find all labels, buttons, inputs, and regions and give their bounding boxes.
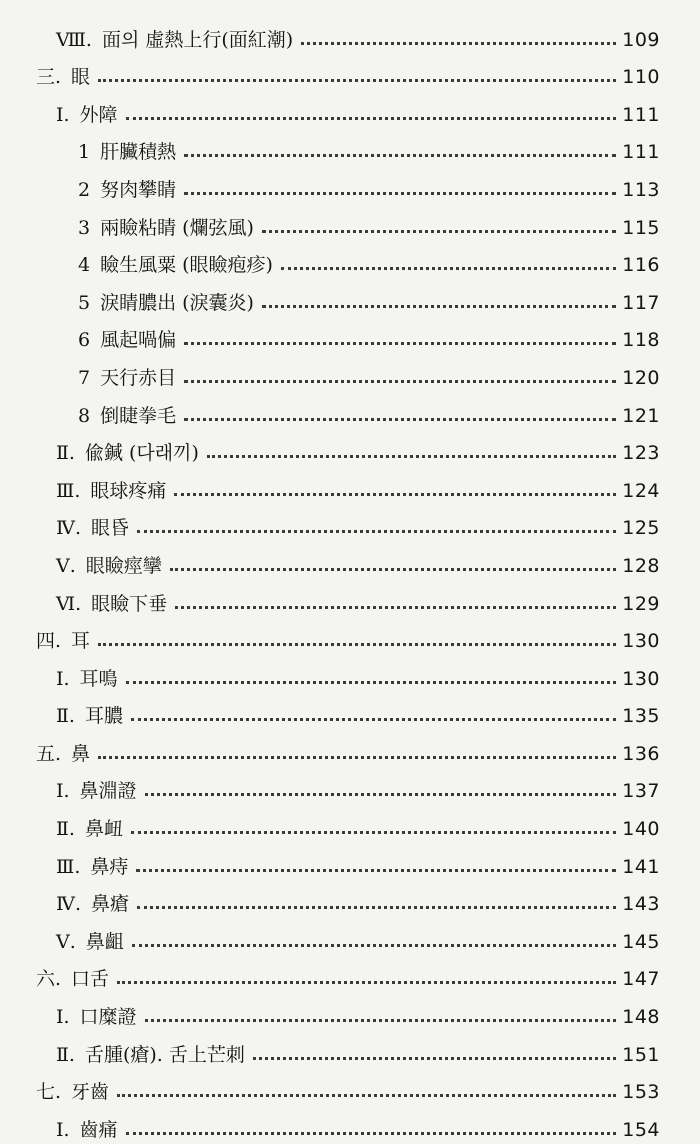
dot-leader [137,906,616,909]
toc-entry [0,87,660,125]
entry-number: Ⅴ. [56,930,76,953]
entry-title: 口糜證 [79,1006,137,1029]
dot-leader [184,154,616,157]
entry-title: 耳 [71,630,91,653]
entry-number: 4 [78,254,91,277]
dot-leader [262,230,616,233]
toc-entry [0,914,660,952]
entry-number: 1 [78,141,91,164]
dot-leader [253,1057,616,1060]
entry-title: 瞼生風粟 (眼瞼疱疹) [100,254,273,277]
entry-page: 154 [622,1118,660,1141]
entry-page: 125 [622,517,660,540]
entry-title: 風起喎偏 [100,329,177,352]
entry-title: 眼 [71,66,91,89]
dot-leader [117,1094,616,1097]
entry-title: 鼻瘡 [91,893,130,916]
entry-title: 眼球疼痛 [90,479,167,502]
dot-leader [170,568,616,571]
dot-leader [184,418,616,421]
toc-entry [0,350,660,388]
entry-number: Ⅵ. [56,592,82,615]
entry-number: 六. [36,968,62,991]
dot-leader [126,117,617,120]
entry-number: 5 [78,291,91,314]
toc-entry [0,426,660,464]
entry-number: Ⅰ. [56,103,70,126]
toc-entry [0,764,660,802]
entry-page: 123 [622,442,660,465]
entry-number: 8 [78,404,91,427]
entry-number: Ⅳ. [56,517,82,540]
toc-entry [0,125,660,163]
entry-number: 三. [36,66,62,89]
entry-page: 120 [622,366,660,389]
entry-title: 兩瞼粘睛 (爛弦風) [100,216,254,239]
entry-number: 7 [78,366,91,389]
toc-entry [0,501,660,539]
dot-leader [98,756,616,759]
toc-entry [0,689,660,727]
entry-title: 天行赤目 [100,366,177,389]
entry-number: Ⅰ. [56,1118,70,1141]
entry-page: 116 [622,254,660,277]
entry-page: 121 [622,404,660,427]
entry-title: 口舌 [71,968,110,991]
entry-number: Ⅱ. [56,442,75,465]
dot-leader [131,831,616,834]
toc-entry [0,726,660,764]
toc-entry [0,162,660,200]
entry-number: 四. [36,630,62,653]
entry-title: 面의 虛熱上行(面紅潮) [101,28,294,51]
entry-page: 111 [622,103,660,126]
toc-entry [0,538,660,576]
entry-number: Ⅳ. [56,893,82,916]
dot-leader [184,380,616,383]
entry-page: 145 [622,930,660,953]
toc-entry [0,1102,660,1140]
entry-title: 舌腫(瘡). 舌上芒刺 [84,1043,245,1066]
entry-title: 眼瞼下垂 [91,592,168,615]
toc-entry [0,651,660,689]
toc-entry [0,989,660,1027]
entry-page: 111 [622,141,660,164]
entry-number: Ⅱ. [56,1043,75,1066]
entry-number: 2 [78,178,91,201]
entry-page: 130 [622,667,660,690]
entry-page: 143 [622,893,660,916]
entry-page: 147 [622,968,660,991]
entry-page: 141 [622,855,660,878]
entry-page: 124 [622,479,660,502]
entry-number: 6 [78,329,91,352]
dot-leader [301,42,616,45]
entry-title: 牙齒 [71,1081,110,1104]
entry-title: 倒睫拳毛 [100,404,177,427]
dot-leader [126,1132,617,1135]
dot-leader [207,455,616,458]
entry-page: 151 [622,1043,660,1066]
dot-leader [131,718,616,721]
entry-page: 135 [622,705,660,728]
dot-leader [126,681,617,684]
entry-number: Ⅰ. [56,1006,70,1029]
entry-page: 128 [622,554,660,577]
entry-title: 努肉攀睛 [100,178,177,201]
dot-leader [145,793,617,796]
entry-title: 鼻 [71,742,91,765]
entry-number: Ⅴ. [56,554,76,577]
entry-title: 偸鍼 (다래끼) [84,442,199,465]
entry-title: 鼻淵證 [79,780,137,803]
toc-entry [0,952,660,990]
dot-leader [145,1019,617,1022]
toc-entry [0,313,660,351]
entry-title: 耳鳴 [79,667,118,690]
entry-page: 148 [622,1006,660,1029]
dot-leader [117,981,616,984]
entry-page: 115 [622,216,660,239]
entry-title: 眼瞼痙攣 [85,554,162,577]
entry-title: 齒痛 [79,1118,118,1141]
entry-number: Ⅰ. [56,780,70,803]
entry-page: 153 [622,1081,660,1104]
entry-number: Ⅲ. [56,855,81,878]
entry-title: 外障 [79,103,118,126]
toc-entry [0,275,660,313]
dot-leader [262,305,616,308]
entry-title: 鼻衄 [84,818,123,841]
toc-entry [0,200,660,238]
dot-leader [137,530,616,533]
entry-page: 129 [622,592,660,615]
entry-page: 137 [622,780,660,803]
entry-title: 淚睛膿出 (淚囊炎) [100,291,254,314]
toc-entry [0,576,660,614]
toc-entry [0,877,660,915]
toc-entry [0,463,660,501]
entry-number: Ⅱ. [56,705,75,728]
toc-entry [0,614,660,652]
table-of-contents [0,12,660,1140]
entry-page: 113 [622,178,660,201]
entry-number: Ⅰ. [56,667,70,690]
toc-entry [0,1065,660,1103]
entry-number: Ⅱ. [56,818,75,841]
entry-title: 鼻齟 [85,930,124,953]
entry-title: 耳膿 [84,705,123,728]
dot-leader [175,606,616,609]
entry-page: 110 [622,66,660,89]
entry-page: 117 [622,291,660,314]
dot-leader [98,79,616,82]
dot-leader [136,869,616,872]
entry-page: 130 [622,630,660,653]
dot-leader [132,944,616,947]
dot-leader [174,493,616,496]
dot-leader [281,267,616,270]
dot-leader [98,643,616,646]
toc-entry [0,238,660,276]
entry-title: 肝臟積熱 [100,141,177,164]
dot-leader [184,192,616,195]
entry-page: 136 [622,742,660,765]
entry-page: 118 [622,329,660,352]
toc-entry [0,801,660,839]
toc-entry [0,12,660,50]
dot-leader [184,342,616,345]
toc-entry [0,839,660,877]
toc-entry [0,1027,660,1065]
entry-number: Ⅷ. [56,28,92,51]
entry-number: 3 [78,216,91,239]
entry-title: 眼昏 [91,517,130,540]
entry-number: 七. [36,1081,62,1104]
entry-page: 109 [622,28,660,51]
entry-page: 140 [622,818,660,841]
entry-number: Ⅲ. [56,479,81,502]
toc-entry [0,388,660,426]
entry-number: 五. [36,742,62,765]
toc-entry [0,50,660,88]
entry-title: 鼻痔 [90,855,129,878]
